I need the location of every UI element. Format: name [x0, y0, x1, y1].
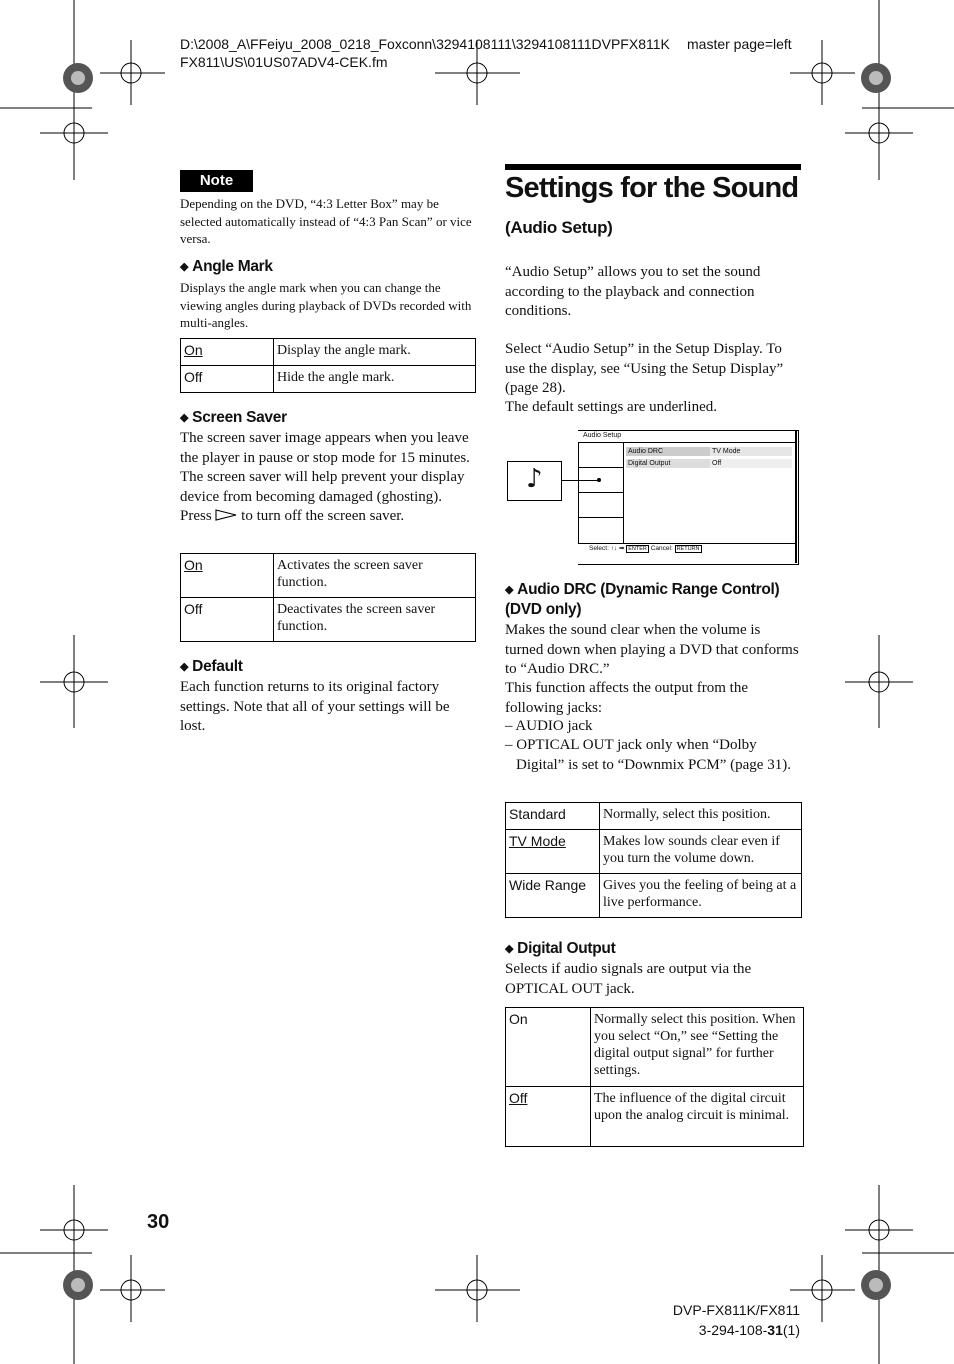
note-text: Depending on the DVD, “4:3 Letter Box” may be selected automatically instead of “4:3 Pan Scan” or vice versa.	[180, 196, 472, 247]
table-row	[506, 803, 802, 830]
audio-drc-bullet-1: – AUDIO jack	[505, 718, 593, 734]
return-key-icon: RETURN	[676, 546, 700, 552]
audio-drc-text-2: This function affects the output from the following jacks:	[505, 680, 748, 716]
table-value: Deactivates the screen saver function.	[274, 598, 476, 642]
digital-output-table	[505, 1007, 804, 1147]
title-rule	[505, 164, 801, 170]
model-info	[600, 1300, 800, 1340]
table-key: Off	[181, 598, 274, 642]
callout-line	[561, 480, 599, 481]
audio-setup-icon-box	[507, 461, 562, 501]
audio-drc-heading	[505, 580, 801, 620]
footer-cancel-label: Cancel:	[650, 545, 673, 552]
page-title: Settings for the Sound	[505, 172, 799, 204]
angle-mark-heading	[180, 258, 273, 276]
note-label: Note	[180, 170, 253, 192]
table-key: Off	[181, 366, 274, 393]
default-heading-text: Default	[192, 658, 243, 675]
file-path-text: D:\2008_A\FFeiyu_2008_0218_Foxconn\3294108111\3294108111DVPFX811K	[180, 36, 670, 52]
screen-footer-rule	[578, 543, 796, 544]
file-path-line2: FX811\US\01US07ADV4-CEK.fm	[180, 54, 388, 70]
icon-column	[578, 443, 624, 543]
table-key: Wide Range	[506, 874, 600, 918]
intro-text-3: The default settings are underlined.	[505, 399, 718, 415]
music-note-icon: ♪	[526, 464, 543, 494]
table-row	[181, 366, 476, 393]
table-value: Hide the angle mark.	[274, 366, 476, 393]
diamond-icon: ◆	[180, 261, 189, 273]
table-value: Display the angle mark.	[274, 339, 476, 366]
table-key: Off	[506, 1087, 591, 1147]
table-value: Activates the screen saver function.	[274, 554, 476, 598]
enter-key-icon: ENTER	[628, 546, 647, 552]
table-key: On	[506, 1008, 591, 1087]
digital-output-text: Selects if audio signals are output via the OPTICAL OUT jack.	[505, 961, 752, 997]
screen-row-value: Off	[710, 459, 792, 468]
diamond-icon: ◆	[505, 943, 514, 955]
audio-drc-heading-line2: (DVD only)	[505, 601, 582, 618]
footer-select-label: Select:	[589, 545, 609, 552]
table-row	[506, 874, 802, 918]
default-heading	[180, 658, 243, 676]
screen-row	[626, 447, 790, 456]
table-row	[506, 1008, 804, 1087]
diamond-icon: ◆	[505, 584, 514, 596]
file-path-header	[180, 35, 820, 71]
audio-drc-text: Makes the sound clear when the volume is turned down when playing a DVD that conforms to “Audio DRC.”	[505, 622, 799, 677]
table-value: Normally, select this position.	[600, 803, 802, 830]
table-key: TV Mode	[506, 830, 600, 874]
doc-code	[600, 1320, 800, 1340]
table-key: On	[181, 554, 274, 598]
angle-mark-text: Displays the angle mark when you can change the viewing angles during playback of DVDs recorded with multi-angles.	[180, 280, 472, 331]
screen-saver-text-after: to turn off the screen saver.	[241, 508, 405, 524]
table-key: On	[181, 339, 274, 366]
angle-mark-table	[180, 338, 476, 393]
intro-text-2: Select “Audio Setup” in the Setup Display. To use the display, see “Using the Setup Display” (page 28).	[505, 341, 784, 396]
audio-drc-heading-line1: Audio DRC (Dynamic Range Control)	[517, 581, 780, 598]
file-path-line1	[180, 35, 820, 53]
screen-row	[626, 459, 790, 468]
doc-code-prefix: 3-294-108-	[698, 1322, 768, 1338]
page-subtitle: (Audio Setup)	[505, 218, 613, 237]
table-row	[181, 598, 476, 642]
table-value: Makes low sounds clear even if you turn the volume down.	[600, 830, 802, 874]
digital-output-heading-text: Digital Output	[517, 940, 616, 957]
screen-title: Audio Setup	[583, 432, 622, 439]
table-row	[506, 1087, 804, 1147]
screen-row-item: Digital Output	[628, 460, 671, 467]
intro-text: “Audio Setup” allows you to set the sound according to the playback and connection conditions.	[505, 264, 761, 319]
model-name: DVP-FX811K/FX811	[672, 1302, 800, 1318]
screen-saver-text	[180, 429, 476, 527]
table-row	[181, 339, 476, 366]
screen-saver-heading-text: Screen Saver	[192, 409, 287, 426]
screen-saver-table	[180, 553, 476, 642]
audio-drc-bullet-2: – OPTICAL OUT jack only when “Dolby Digital” is set to “Downmix PCM” (page 31).	[505, 737, 791, 773]
master-page-text: master page=left	[687, 36, 792, 52]
table-key: Standard	[506, 803, 600, 830]
callout-dot	[597, 478, 601, 482]
diamond-icon: ◆	[180, 412, 189, 424]
screen-saver-text-before: The screen saver image appears when you leave the player in pause or stop mode for 15 minutes. The screen saver will help prevent your display device from becoming damaged (ghosting). Press	[180, 430, 470, 524]
screen-saver-heading	[180, 409, 287, 427]
play-icon	[215, 509, 237, 521]
table-row	[506, 830, 802, 874]
doc-code-suffix: (1)	[782, 1322, 800, 1338]
page-number: 30	[147, 1211, 170, 1233]
table-value: Normally select this position. When you select “On,” see “Setting the digital output signal” for further settings.	[591, 1008, 804, 1087]
doc-code-bold: 31	[767, 1322, 783, 1338]
angle-mark-heading-text: Angle Mark	[192, 258, 273, 275]
setup-display-illustration	[505, 428, 801, 564]
table-row	[181, 554, 476, 598]
screen-footer	[589, 545, 702, 553]
screen-row-value: TV Mode	[710, 447, 792, 456]
table-value: Gives you the feeling of being at a live performance.	[600, 874, 802, 918]
arrow-keys-icon: ↑↓ ➡	[610, 545, 625, 552]
screen-row-item: Audio DRC	[628, 448, 664, 455]
diamond-icon: ◆	[180, 661, 189, 673]
digital-output-heading	[505, 940, 615, 958]
audio-drc-table	[505, 802, 802, 918]
default-text: Each function returns to its original factory settings. Note that all of your settings will be lost.	[180, 679, 450, 734]
table-value: The influence of the digital circuit upon the analog circuit is minimal.	[591, 1087, 804, 1147]
